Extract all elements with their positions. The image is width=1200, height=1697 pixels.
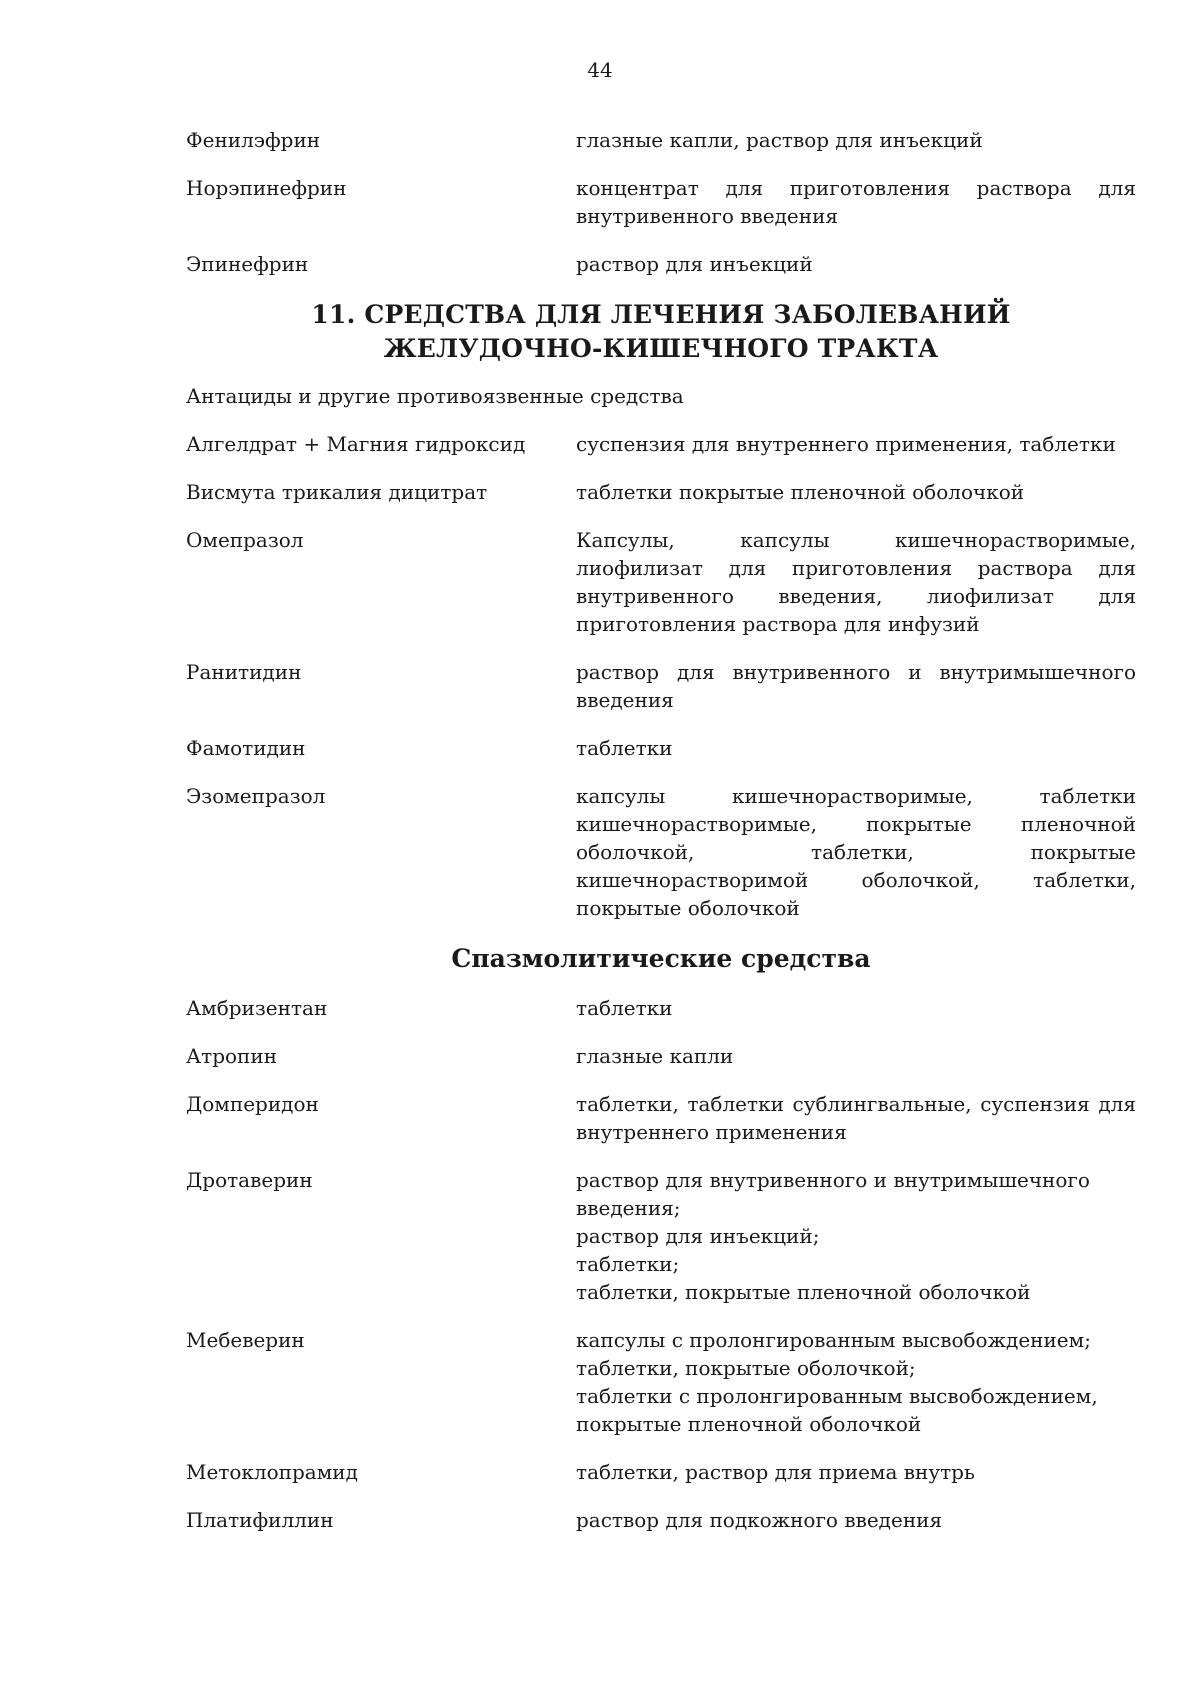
drug-name: Амбризентан [186,996,328,1020]
drug-form: концентрат для приготовления раствора для внутривенного введения [576,176,1136,228]
drug-name: Алгелдрат + Магния гидроксид [186,432,526,456]
drug-name: Метоклопрамид [186,1460,358,1484]
table-row [186,658,1136,714]
drug-form-line: таблетки, покрытые пленочной оболочкой [576,1280,1031,1304]
table-row [186,430,1136,458]
drug-form: раствор для подкожного введения [576,1508,943,1532]
table-row [186,1166,1136,1306]
table-row [186,250,1136,278]
subsection-title: Спазмолитические средства [451,944,871,973]
drug-form: глазные капли, раствор для инъекций [576,128,983,152]
drug-name: Платифиллин [186,1508,334,1532]
drug-name: Эзомепразол [186,784,326,808]
drug-form: таблетки [576,996,673,1020]
table-row [186,174,1136,230]
drug-name: Мебеверин [186,1328,305,1352]
section-title-line: ЖЕЛУДОЧНО-КИШЕЧНОГО ТРАКТА [383,334,939,363]
section-title-line: 11. СРЕДСТВА ДЛЯ ЛЕЧЕНИЯ ЗАБОЛЕВАНИЙ [311,300,1011,329]
table-row [186,782,1136,922]
drug-form-line: таблетки с пролонгированным высвобождением, покрытые пленочной оболочкой [576,1384,1098,1436]
subsection-heading: Антациды и другие противоязвенные средства [186,384,684,408]
drug-name: Фамотидин [186,736,306,760]
drug-name: Дротаверин [186,1168,313,1192]
drug-form: капсулы кишечнорастворимые, таблетки кишечнорастворимые, покрытые пленочной оболочкой, таблетки, покрытые кишечнорастворимой оболочкой, таблетки, покрытые оболочкой [576,784,1136,920]
drug-name: Омепразол [186,528,304,552]
table-row [186,526,1136,638]
drug-form: глазные капли [576,1044,734,1068]
drug-form: суспензия для внутреннего применения, таблетки [576,432,1116,456]
table-row [186,994,1136,1022]
drug-form: таблетки, таблетки сублингвальные, суспензия для внутреннего применения [576,1092,1136,1144]
drug-name: Ранитидин [186,660,302,684]
drug-form-line: раствор для инъекций; [576,1224,820,1248]
page-number: 44 [587,58,613,82]
drug-form-line: капсулы с пролонгированным высвобождением; [576,1328,1091,1352]
section-title [186,298,1136,366]
drug-form: раствор для внутривенного и внутримышечного введения [576,660,1136,712]
table-row [186,1458,1136,1486]
drug-form-list [576,1326,1136,1438]
table-row [186,734,1136,762]
table-row [186,126,1136,154]
drug-form-list [576,1166,1136,1306]
drug-form-line: таблетки, покрытые оболочкой; [576,1356,916,1380]
drug-form: таблетки, раствор для приема внутрь [576,1460,975,1484]
document-body [186,126,1136,1554]
drug-form-line: раствор для внутривенного и внутримышечного введения; [576,1168,1090,1220]
drug-name: Висмута трикалия дицитрат [186,480,488,504]
table-row [186,1326,1136,1438]
drug-name: Эпинефрин [186,252,309,276]
drug-name: Атропин [186,1044,278,1068]
table-row [186,1090,1136,1146]
drug-form: таблетки [576,736,673,760]
drug-name: Норэпинефрин [186,176,347,200]
table-row [186,1042,1136,1070]
drug-form: раствор для инъекций [576,252,813,276]
table-row [186,1506,1136,1534]
drug-form: таблетки покрытые пленочной оболочкой [576,480,1025,504]
drug-form-line: таблетки; [576,1252,680,1276]
drug-form: Капсулы, капсулы кишечнорастворимые, лиофилизат для приготовления раствора для внутривенного введения, лиофилизат для приготовления раствора для инфузий [576,528,1136,636]
drug-name: Домперидон [186,1092,319,1116]
drug-name: Фенилэфрин [186,128,321,152]
table-row [186,478,1136,506]
